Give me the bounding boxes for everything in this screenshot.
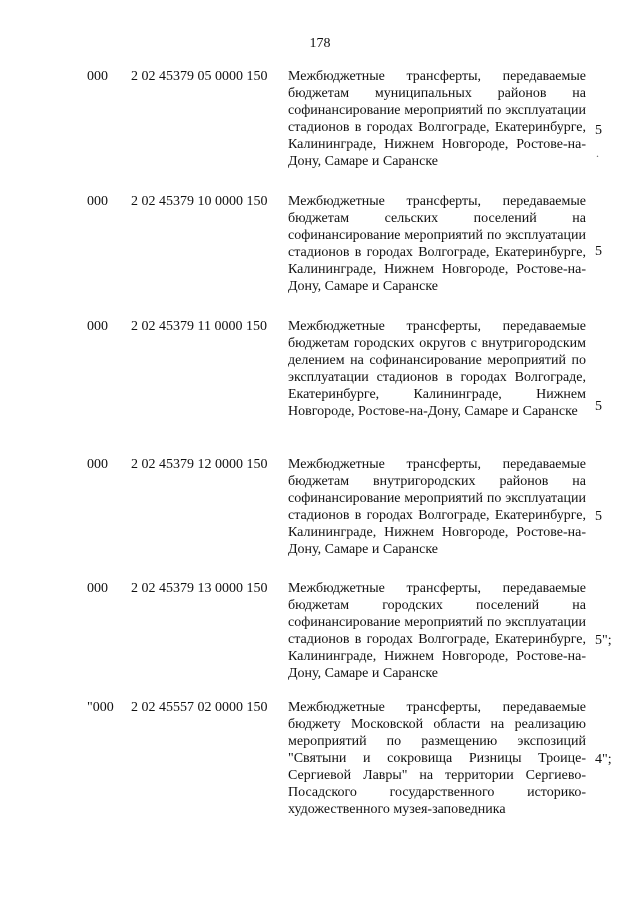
row-description: Межбюджетные трансферты, передаваемые бюджетам городских округов с внутригородским делением на софинансирование мероприятий по эксплуатации стадионов в городах Волгограде, Екатеринбурге, Калининграде, Нижнем Новгороде, Ростове-на-Дону, Самаре и Саранске	[288, 319, 586, 419]
admin-code: 000	[87, 581, 108, 596]
budget-classification-code: 2 02 45379 05 0000 150	[131, 69, 268, 84]
row-value: 4";	[595, 752, 612, 767]
row-description: Межбюджетные трансферты, передаваемые бюджетам муниципальных районов на софинансирование мероприятий по эксплуатации стадионов в городах Волгограде, Екатеринбурге, Калининграде, Нижнем Новгороде, Ростове-на-Дону, Самаре и Саранске	[288, 69, 586, 169]
admin-code: 000	[87, 457, 108, 472]
row-value: 5";	[595, 633, 612, 648]
row-description: Межбюджетные трансферты, передаваемые бюджетам внутригородских районов на софинансирование мероприятий по эксплуатации стадионов в городах Волгограде, Екатеринбурге, Калининграде, Нижнем Новгороде, Ростове-на-Дону, Самаре и Саранске	[288, 457, 586, 557]
row-value: 5	[595, 123, 602, 138]
table-row	[0, 580, 640, 699]
budget-classification-code: 2 02 45379 13 0000 150	[131, 581, 268, 596]
row-description: Межбюджетные трансферты, передаваемые бюджету Московской области на реализацию мероприятий по размещению экспозиций "Святыни и сокровища Ризницы Троице-Сергиевой Лавры" на территории Сергиево-Посадского государственного историко-художественного музея-заповедника	[288, 700, 586, 817]
row-description: Межбюджетные трансферты, передаваемые бюджетам городских поселений на софинансирование мероприятий по эксплуатации стадионов в городах Волгограде, Екатеринбурге, Калининграде, Нижнем Новгороде, Ростове-на-Дону, Самаре и Саранске	[288, 581, 586, 681]
admin-code: 000	[87, 194, 108, 209]
page-number: 178	[309, 36, 331, 51]
budget-code-table	[0, 68, 640, 839]
budget-classification-code: 2 02 45379 11 0000 150	[131, 319, 267, 334]
table-row	[0, 318, 640, 456]
row-value: 5	[595, 509, 602, 524]
row-description: Межбюджетные трансферты, передаваемые бюджетам сельских поселений на софинансирование мероприятий по эксплуатации стадионов в городах Волгограде, Екатеринбурге, Калининграде, Нижнем Новгороде, Ростове-на-Дону, Самаре и Саранске	[288, 194, 586, 294]
admin-code: 000	[87, 69, 108, 84]
admin-code: "000	[87, 700, 114, 715]
budget-classification-code: 2 02 45379 10 0000 150	[131, 194, 268, 209]
row-value: 5	[595, 399, 602, 414]
budget-classification-code: 2 02 45557 02 0000 150	[131, 700, 268, 715]
admin-code: 000	[87, 319, 108, 334]
table-row	[0, 193, 640, 318]
table-row	[0, 699, 640, 839]
table-row	[0, 456, 640, 580]
row-value: 5	[595, 244, 602, 259]
scan-speck: .	[596, 146, 599, 160]
budget-classification-code: 2 02 45379 12 0000 150	[131, 457, 268, 472]
table-row	[0, 68, 640, 193]
